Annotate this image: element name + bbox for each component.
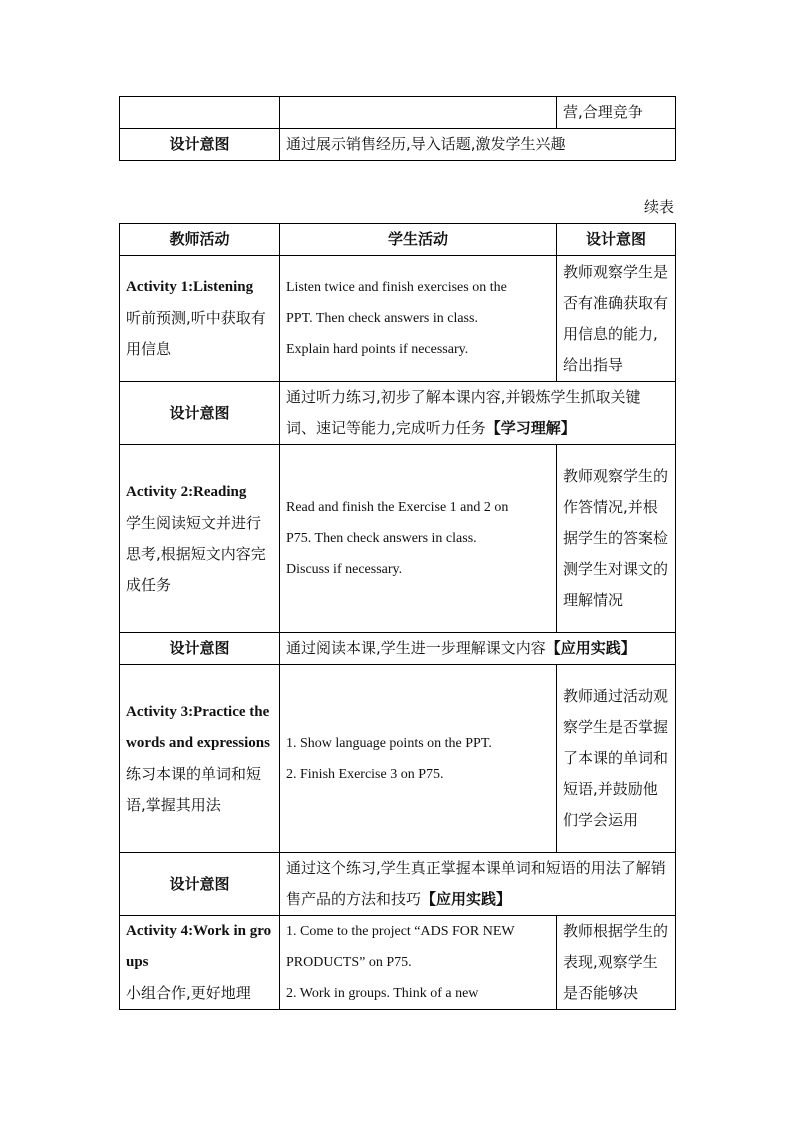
top-table <box>119 96 676 161</box>
header-intent: 设计意图 <box>557 224 676 256</box>
intent-text <box>280 382 676 445</box>
activity-description: 练习本课的单词和短语,掌握其用法 <box>126 764 262 814</box>
activity-title: Activity 1:Listening <box>126 279 254 295</box>
student-line: Discuss if necessary. <box>286 562 403 577</box>
student-activity <box>280 916 557 1010</box>
student-line: 1. Show language points on the PPT. <box>286 735 492 751</box>
design-intent: 教师观察学生是否有准确获取有用信息的能力,给出指导 <box>557 256 676 382</box>
design-intent: 教师通过活动观察学生是否掌握了本课的单词和短语,并鼓励他们学会运用 <box>557 665 676 853</box>
design-intent: 教师根据学生的表现,观察学生是否能够决 <box>557 916 676 1010</box>
intent-tag: 【学习理解】 <box>485 419 576 437</box>
student-line: PPT. Then check answers in class. <box>286 311 478 326</box>
intent-text <box>280 853 676 916</box>
teacher-activity <box>120 256 280 382</box>
student-activity <box>280 256 557 382</box>
teacher-activity <box>120 916 280 1010</box>
activity-title: Activity 4:Work in groups <box>126 923 272 970</box>
table-cell: 营,合理竞争 <box>557 97 676 129</box>
activity-description: 听前预测,听中获取有用信息 <box>126 309 266 358</box>
teacher-activity <box>120 445 280 633</box>
student-line: Read and finish the Exercise 1 and 2 on <box>286 500 509 515</box>
student-activity <box>280 665 557 853</box>
activity-description: 学生阅读短文并进行思考,根据短文内容完成任务 <box>126 513 266 594</box>
activity-title: Activity 3:Practice the words and expressions <box>126 703 270 751</box>
table-cell <box>280 97 557 129</box>
student-line: PRODUCTS” on P75. <box>286 955 412 970</box>
intent-text <box>280 633 676 665</box>
intent-body: 通过这个练习,学生真正掌握本课单词和短语的用法了解销售产品的方法和技巧 <box>286 859 666 908</box>
student-line: Listen twice and finish exercises on the <box>286 280 507 295</box>
activity-table <box>119 223 676 1010</box>
student-line: 1. Come to the project “ADS FOR NEW <box>286 924 515 939</box>
intent-text: 通过展示销售经历,导入话题,激发学生兴趣 <box>280 129 676 161</box>
continued-label: 续表 <box>643 198 674 216</box>
intent-label: 设计意图 <box>120 633 280 665</box>
activity-description: 小组合作,更好地理 <box>126 984 251 1002</box>
student-activity <box>280 445 557 633</box>
student-line: 2. Finish Exercise 3 on P75. <box>286 766 444 782</box>
student-line: P75. Then check answers in class. <box>286 531 477 546</box>
design-intent: 教师观察学生的作答情况,并根据学生的答案检测学生对课文的理解情况 <box>557 445 676 633</box>
intent-label: 设计意图 <box>120 853 280 916</box>
student-line: 2. Work in groups. Think of a new <box>286 986 479 1001</box>
teacher-activity <box>120 665 280 853</box>
intent-tag: 【应用实践】 <box>545 639 636 657</box>
header-teacher: 教师活动 <box>120 224 280 256</box>
intent-label: 设计意图 <box>120 382 280 445</box>
intent-body: 通过阅读本课,学生进一步理解课文内容 <box>286 639 546 657</box>
intent-body: 通过听力练习,初步了解本课内容,并锻炼学生抓取关键词、速记等能力,完成听力任务 <box>286 388 641 437</box>
header-student: 学生活动 <box>280 224 557 256</box>
student-line: Explain hard points if necessary. <box>286 342 469 357</box>
table-cell <box>120 97 280 129</box>
activity-title: Activity 2:Reading <box>126 483 247 500</box>
intent-label: 设计意图 <box>120 129 280 161</box>
intent-tag: 【应用实践】 <box>421 890 512 908</box>
